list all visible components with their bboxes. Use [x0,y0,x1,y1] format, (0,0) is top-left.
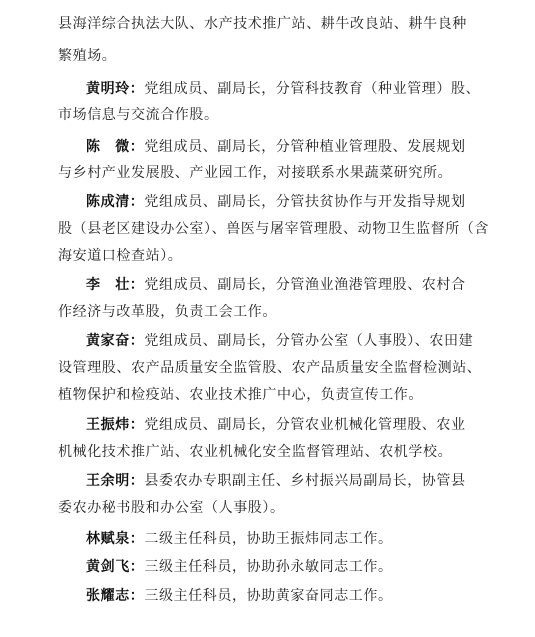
person-name: 黄家奋： [86,333,145,349]
line-text: 海安道口检查站）。 [58,248,183,264]
line-text: 党组成员、副局长，分管种植业管理股、发展规划 [144,139,466,155]
line-text: 机械化技术推广站、农业机械化安全监督管理站、农机学校。 [58,444,453,460]
person-name: 张耀志： [86,588,145,604]
line-text: 市场信息与交流合作股。 [58,107,219,123]
person-name: 王余明： [86,473,145,489]
text-line-16 [58,443,452,461]
entry-line-huang-jiafen [86,332,473,350]
person-name: 李 壮： [86,277,145,293]
entry-line-wang-yuming [86,472,466,490]
text-line-18 [58,499,285,517]
line-text: 设管理股、农产品质量安全监管股、农产品质量安全监督检测站、 [58,360,482,376]
line-text: 县委农办专职副主任、乡村振兴局副局长，协管县 [144,473,466,489]
line-text: 党组成员、副局长，分管渔业渔港管理股、农村合 [144,277,466,293]
line-text: 繁殖场。 [58,48,117,64]
person-name: 陈 微： [86,139,145,155]
person-name: 黄剑飞： [86,559,145,575]
text-line-11 [58,303,277,321]
line-text: 与乡村产业发展股、产业园工作，对接联系水果蔬菜研究所。 [58,165,453,181]
text-line-2 [58,47,116,65]
line-text: 二级主任科员，协助王振炜同志工作。 [144,531,393,547]
person-name: 陈成清： [86,194,145,210]
line-text: 三级主任科员，协助黄家奋同志工作。 [144,588,393,604]
text-line-4 [58,106,219,124]
text-line-9 [58,247,182,265]
line-text: 三级主任科员，协助孙永敏同志工作。 [144,559,393,575]
person-name: 黄明玲： [86,81,145,97]
text-line-6 [58,164,452,182]
line-text: 党组成员、副局长，分管办公室（人事股）、农田建 [144,333,474,349]
entry-line-wang-zhenwei [86,416,466,434]
entry-line-zhang-yaozhi [86,587,393,605]
text-line-13 [58,359,481,377]
entry-line-huang-mingling [86,80,480,98]
entry-line-chen-wei [86,138,466,156]
line-text: 委农办秘书股和办公室（人事股）。 [58,500,285,516]
entry-line-huang-jianfei [86,558,393,576]
line-text: 作经济与改革股，负责工会工作。 [58,304,277,320]
entry-line-lin-fuquan [86,530,393,548]
line-text: 股（县老区建设办公室）、兽医与屠宰管理股、动物卫生监督所（含 [58,221,489,237]
text-line-8 [58,220,489,238]
line-text: 党组成员、副局长，分管农业机械化管理股、农业 [144,417,466,433]
text-line-14 [58,386,423,404]
line-text: 县海洋综合执法大队、水产技术推广站、耕牛改良站、耕牛良种 [58,16,467,32]
line-text: 党组成员、副局长，分管扶贫协作与开发指导规划 [144,194,466,210]
line-text: 植物保护和检疫站、农业技术推广中心，负责宣传工作。 [58,387,423,403]
person-name: 王振炜： [86,417,145,433]
entry-line-chen-chengqing [86,193,466,211]
person-name: 林赋泉： [86,531,145,547]
line-text: 党组成员、副局长，分管科技教育（种业管理）股、 [144,81,481,97]
text-line-1 [58,15,467,33]
entry-line-li-zhuang [86,276,466,294]
